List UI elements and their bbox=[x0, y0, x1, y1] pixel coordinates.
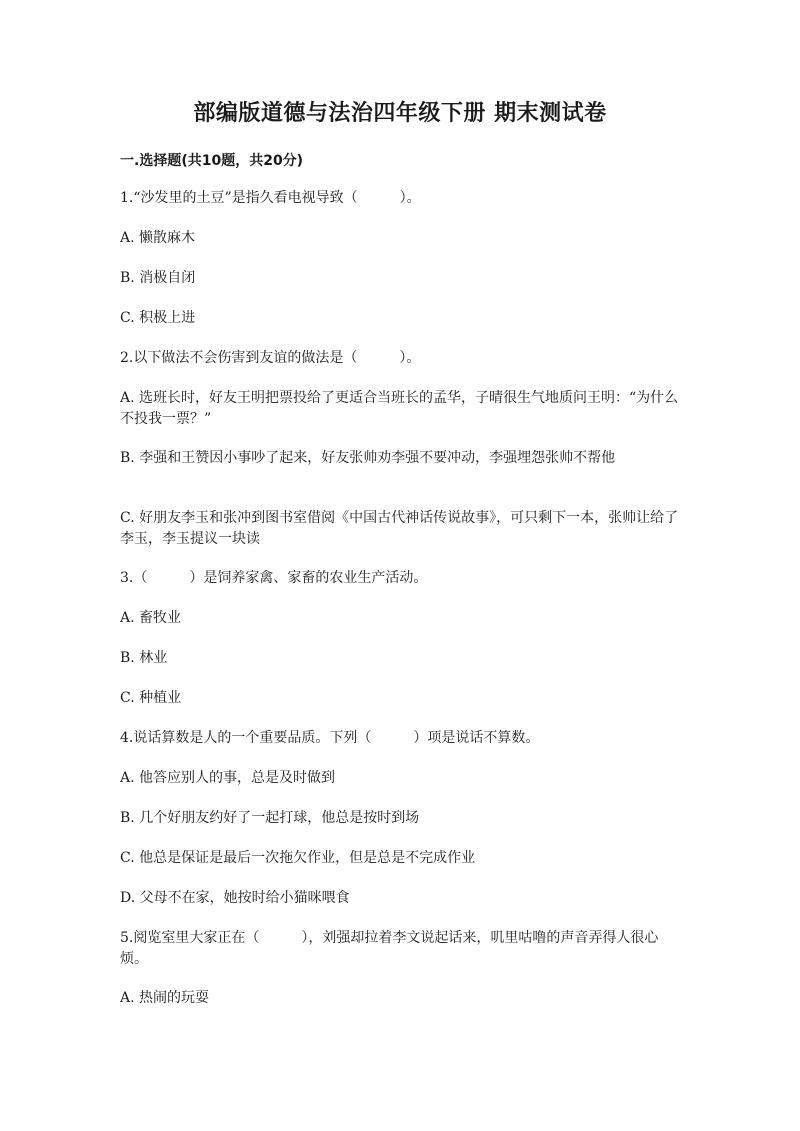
question-1-option-b: B. 消极自闭 bbox=[120, 270, 196, 286]
question-3-option-c: C. 种植业 bbox=[120, 690, 182, 706]
question-4-stem: 4.说话算数是人的一个重要品质。下列（ ）项是说话不算数。 bbox=[120, 730, 540, 746]
question-5-stem: 5.阅览室里大家正在（ ），刘强却拉着李文说起话来，叽里咕噜的声音弄得人很心烦。 bbox=[120, 930, 659, 967]
question-3-stem: 3.（ ）是饲养家禽、家畜的农业生产活动。 bbox=[120, 570, 428, 586]
question-3-option-a: A. 畜牧业 bbox=[120, 610, 182, 626]
question-1-option-a: A. 懒散麻木 bbox=[120, 230, 196, 246]
question-2-stem: 2.以下做法不会伤害到友谊的做法是（ ）。 bbox=[120, 350, 421, 366]
question-3-option-b: B. 林业 bbox=[120, 650, 168, 666]
question-2-option-c: C. 好朋友李玉和张冲到图书室借阅《中国古代神话传说故事》，可只剩下一本，张帅让给了李玉，李玉提议一块读 bbox=[120, 510, 679, 547]
question-4-option-b: B. 几个好朋友约好了一起打球，他总是按时到场 bbox=[120, 810, 420, 826]
question-1-stem: 1.“沙发里的土豆”是指久看电视导致（ ）。 bbox=[120, 190, 421, 206]
question-2-option-b: B. 李强和王赞因小事吵了起来，好友张帅劝李强不要冲动，李强埋怨张帅不帮他 bbox=[120, 450, 616, 466]
question-4-option-c: C. 他总是保证是最后一次拖欠作业，但是总是不完成作业 bbox=[120, 850, 476, 866]
question-4-option-d: D. 父母不在家，她按时给小猫咪喂食 bbox=[120, 890, 350, 906]
question-5-option-a: A. 热闹的玩耍 bbox=[120, 990, 210, 1006]
question-1-option-c: C. 积极上进 bbox=[120, 310, 196, 326]
exam-title: 部编版道德与法治四年级下册 期末测试卷 bbox=[193, 101, 607, 126]
question-4-option-a: A. 他答应别人的事，总是及时做到 bbox=[120, 770, 336, 786]
section-heading: 一.选择题(共10题，共20分) bbox=[120, 153, 304, 169]
question-2-option-a: A. 选班长时，好友王明把票投给了更适合当班长的孟华，子晴很生气地质问王明：“为什么不投我一票？” bbox=[120, 390, 679, 427]
